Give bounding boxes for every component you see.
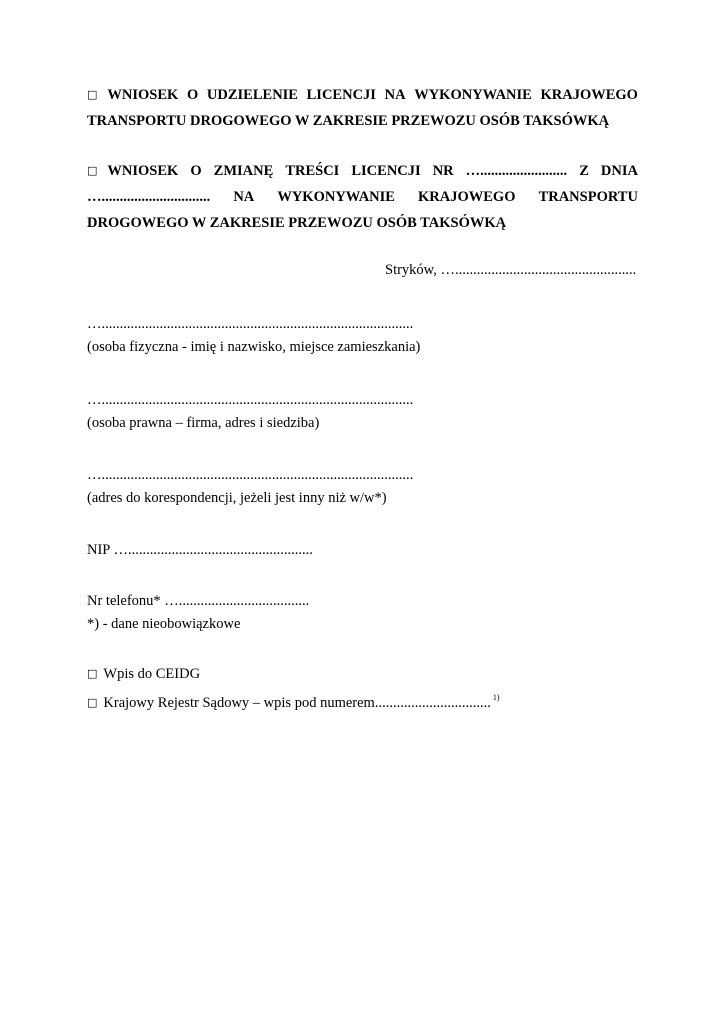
ceidg-label: Wpis do CEIDG — [103, 666, 201, 682]
application-change-line-1: □ WNIOSEK O ZMIANĘ TREŚCI LICENCJI NR …........................ Z DNIA — [87, 158, 638, 184]
krs-option[interactable] — [87, 688, 500, 713]
application-change-line-3: DROGOWEGO W ZAKRESIE PRZEWOZU OSÓB TAKSÓWKĄ — [87, 215, 507, 231]
checkbox-icon[interactable]: □ — [87, 164, 98, 177]
correspondence-label: (adres do korespondencji, jeżeli jest inny niż w/w*) — [87, 490, 387, 506]
natural-person-label: (osoba fizyczna - imię i nazwisko, miejsce zamieszkania) — [87, 339, 421, 355]
place-date-field[interactable]: Stryków, ….................................................. — [385, 262, 637, 278]
nip-field[interactable]: NIP …................................................... — [87, 542, 313, 558]
ceidg-option[interactable] — [87, 664, 200, 684]
footnote-marker: 1) — [492, 693, 500, 702]
application-new-license-heading — [87, 82, 638, 134]
application-change-line-2: ….............................. NA WYKONYWANIE KRAJOWEGO TRANSPORTU — [87, 189, 638, 205]
phone-field[interactable]: Nr telefonu* ….................................... — [87, 593, 310, 609]
checkbox-icon[interactable]: □ — [87, 667, 98, 680]
optional-data-note: *) - dane nieobowiązkowe — [87, 616, 241, 632]
application-change-license-heading — [87, 158, 638, 236]
legal-person-input-line[interactable]: …...................................................................................... — [87, 392, 414, 408]
checkbox-icon[interactable]: □ — [87, 696, 98, 709]
krs-label: Krajowy Rejestr Sądowy – wpis pod numerem................................ — [103, 695, 491, 711]
application-new-line-1: □ WNIOSEK O UDZIELENIE LICENCJI NA WYKONYWANIE KRAJOWEGO — [87, 82, 638, 108]
checkbox-icon[interactable]: □ — [87, 88, 98, 101]
correspondence-input-line[interactable]: …...................................................................................... — [87, 467, 414, 483]
legal-person-label: (osoba prawna – firma, adres i siedziba) — [87, 415, 320, 431]
natural-person-input-line[interactable]: …...................................................................................... — [87, 316, 414, 332]
application-new-line-2: TRANSPORTU DROGOWEGO W ZAKRESIE PRZEWOZU OSÓB TAKSÓWKĄ — [87, 113, 610, 129]
